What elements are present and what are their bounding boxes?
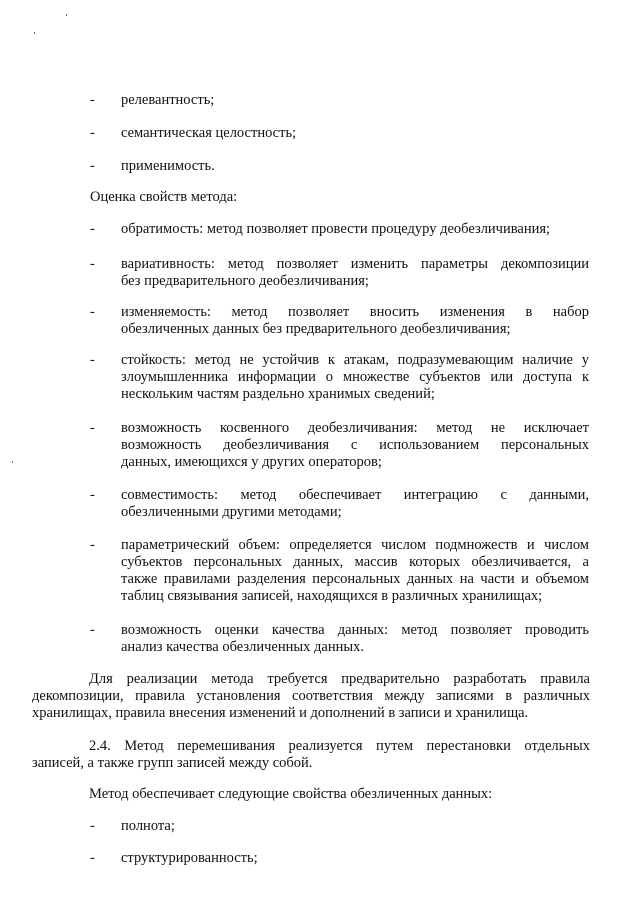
list-item: параметрический объем: определяется числом подмножеств и числом субъектов персональных данных, массив которых обезличивается, а также правилами разделения персональных данных на части и объемом таблиц связывания записей, находящихся в различных хранилищах; xyxy=(121,537,589,604)
section-paragraph: 2.4. Метод перемешивания реализуется путем перестановки отдельных xyxy=(89,738,590,754)
list-bullet: - xyxy=(90,420,95,436)
list-bullet: - xyxy=(90,304,95,320)
list-item: полнота; xyxy=(121,818,175,834)
list-bullet: - xyxy=(90,537,95,553)
list-bullet: - xyxy=(90,850,95,866)
list-bullet: - xyxy=(90,352,95,368)
list-item: релевантность; xyxy=(121,92,215,108)
list-bullet: - xyxy=(90,92,95,108)
list-item: семантическая целостность; xyxy=(121,125,297,141)
list-bullet: - xyxy=(90,221,95,237)
section-heading: Оценка свойств метода: xyxy=(90,189,238,205)
list-item: стойкость: метод не устойчив к атакам, подразумевающим наличие у злоумышленника информации о множестве субъектов или доступа к нескольким частям раздельно хранимых сведений; xyxy=(121,352,589,402)
scan-speck xyxy=(12,461,13,463)
list-bullet: - xyxy=(90,125,95,141)
list-item: возможность косвенного деобезличивания: метод не исключает возможность деобезличивания с использованием персональных данных, имеющихся у других операторов; xyxy=(121,420,589,470)
list-item: возможность оценки качества данных: метод позволяет проводить анализ качества обезличенных данных. xyxy=(121,622,589,655)
list-bullet: - xyxy=(90,158,95,174)
section-paragraph-cont: записей, а также групп записей между собой. xyxy=(32,755,313,771)
body-paragraph-cont: декомпозиции, правила установления соответствия между записями в различных хранилищах, правила внесения изменений и дополнений в записи и хранилища. xyxy=(32,688,590,721)
scan-speck xyxy=(66,14,67,16)
section-heading: Метод обеспечивает следующие свойства обезличенных данных: xyxy=(89,786,493,802)
list-bullet: - xyxy=(90,487,95,503)
list-bullet: - xyxy=(90,818,95,834)
list-item: вариативность: метод позволяет изменить параметры декомпозиции без предварительного деобезличивания; xyxy=(121,256,589,289)
list-item: изменяемость: метод позволяет вносить изменения в набор обезличенных данных без предварительного деобезличивания; xyxy=(121,304,589,337)
list-item: обратимость: метод позволяет провести процедуру деобезличивания; xyxy=(121,221,551,237)
list-item: структурированность; xyxy=(121,850,258,866)
list-item: совместимость: метод обеспечивает интеграцию с данными, обезличенными другими методами; xyxy=(121,487,589,520)
scan-speck xyxy=(34,32,35,34)
list-item: применимость. xyxy=(121,158,215,174)
list-bullet: - xyxy=(90,256,95,272)
list-bullet: - xyxy=(90,622,95,638)
body-paragraph: Для реализации метода требуется предварительно разработать правила xyxy=(89,671,590,687)
